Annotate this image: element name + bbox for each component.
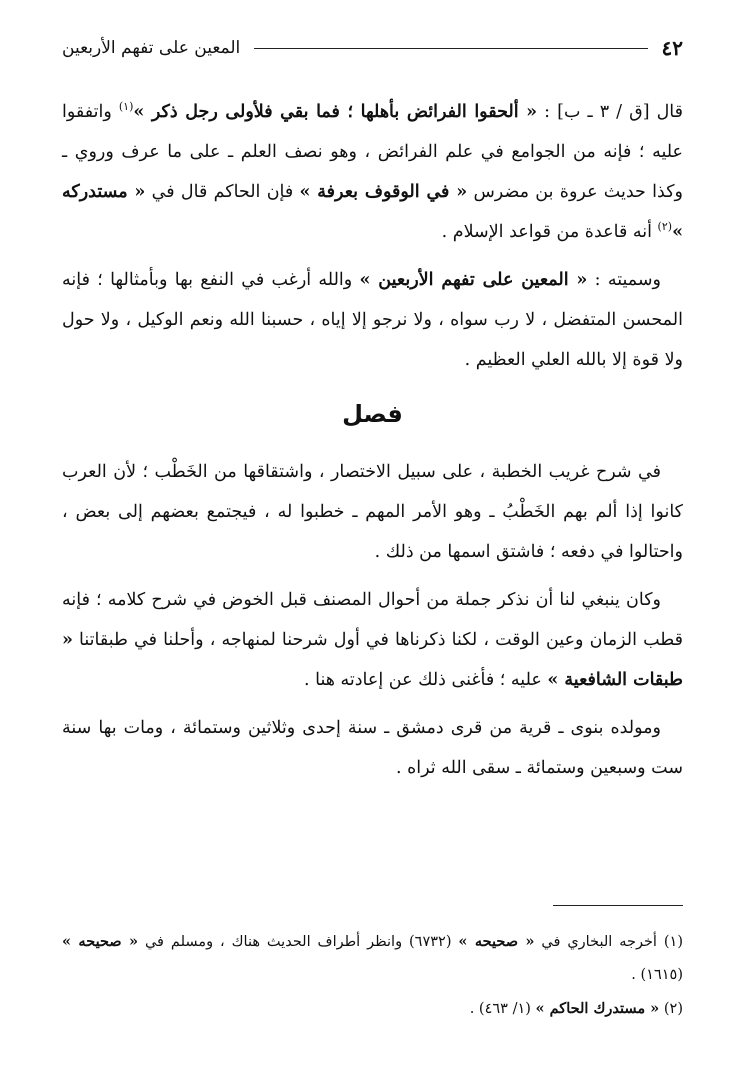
footnote-separator <box>553 905 683 906</box>
text: في شرح غريب الخطبة ، على سبيل الاختصار ، واشتقاقها من الخَطْب ؛ لأن العرب كانوا إذا ألم بهم الخَطْبُ ـ وهو الأمر المهم ـ خطبوا له ، فيجتمع بعضهم إلى بعض ، واحتالوا في دفعه ؛ فاشتق اسمها من ذلك . <box>62 462 683 562</box>
text: واتفقوا عليه ؛ فإنه من الجوامع في علم الفرائض ، وهو نصف العلم ـ على ما عرف وروي ـ وكذا حديث عروة بن مضرس <box>62 102 683 202</box>
footnotes <box>62 925 683 1026</box>
book-title: « صحيحه » <box>458 933 535 950</box>
book-title: « طبقات الشافعية » <box>62 630 683 690</box>
header-rule <box>254 48 647 49</box>
footnote-1 <box>62 925 683 992</box>
paragraph-1 <box>62 92 683 252</box>
bold-phrase: « في الوقوف بعرفة » <box>299 182 468 202</box>
paragraph-4 <box>62 580 683 700</box>
text: وكان ينبغي لنا أن نذكر جملة من أحوال المصنف قبل الخوض في شرح كلامه ؛ فإنه قطب الزمان وعين الوقت ، لكنا ذكرناها في أول شرحنا لمنهاجه ، وأحلنا في طبقاتنا <box>62 590 683 650</box>
text: أنه قاعدة من قواعد الإسلام . <box>441 222 658 242</box>
paragraph-3 <box>62 452 683 572</box>
hadith-quote: « ألحقوا الفرائض بأهلها ؛ فما بقي فلأولى رجل ذكر » <box>133 102 538 122</box>
text: (٢) <box>659 1001 683 1017</box>
text: فإن الحاكم قال في <box>145 182 300 202</box>
footnote-2 <box>62 992 683 1026</box>
book-title: « مستدرك الحاكم » <box>535 1000 660 1017</box>
paragraph-5 <box>62 708 683 788</box>
book-title: « مستدركه » <box>62 182 683 242</box>
text: وسميته : <box>587 270 661 290</box>
page-header <box>62 34 683 62</box>
paragraph-2 <box>62 260 683 380</box>
main-text <box>62 92 683 796</box>
text: (١٦١٥) . <box>631 967 683 983</box>
text: والله أرغب في النفع بها وبأمثالها ؛ فإنه المحسن المتفضل ، لا رب سواه ، ولا نرجو إلا إياه ، حسبنا الله ونعم الوكيل ، ولا حول ولا قوة إلا بالله العلي العظيم . <box>62 270 683 370</box>
footnote-ref-2: (٢) <box>657 220 673 234</box>
text: (١/ ٤٦٣) . <box>469 1001 536 1017</box>
text: قال [ق / ٣ ـ ب] : <box>537 102 683 122</box>
page-number: ٤٢ <box>661 36 683 60</box>
running-title: المعين على تفهم الأربعين <box>62 38 241 58</box>
text: ومولده بنوى ـ قرية من قرى دمشق ـ سنة إحدى وثلاثين وستمائة ، ومات بها سنة ست وسبعين وستمائة ـ سقى الله ثراه . <box>62 718 683 778</box>
text: (١) أخرجه البخاري في <box>534 934 683 950</box>
text: عليه ؛ فأغنى ذلك عن إعادته هنا . <box>303 670 548 690</box>
section-heading: فصل <box>342 400 403 428</box>
book-title: « صحيحه » <box>62 933 139 950</box>
text: (٦٧٣٢) وانظر أطراف الحديث هناك ، ومسلم في <box>138 934 459 950</box>
footnote-ref-1: (١) <box>118 100 134 114</box>
book-title: « المعين على تفهم الأربعين » <box>359 270 588 290</box>
